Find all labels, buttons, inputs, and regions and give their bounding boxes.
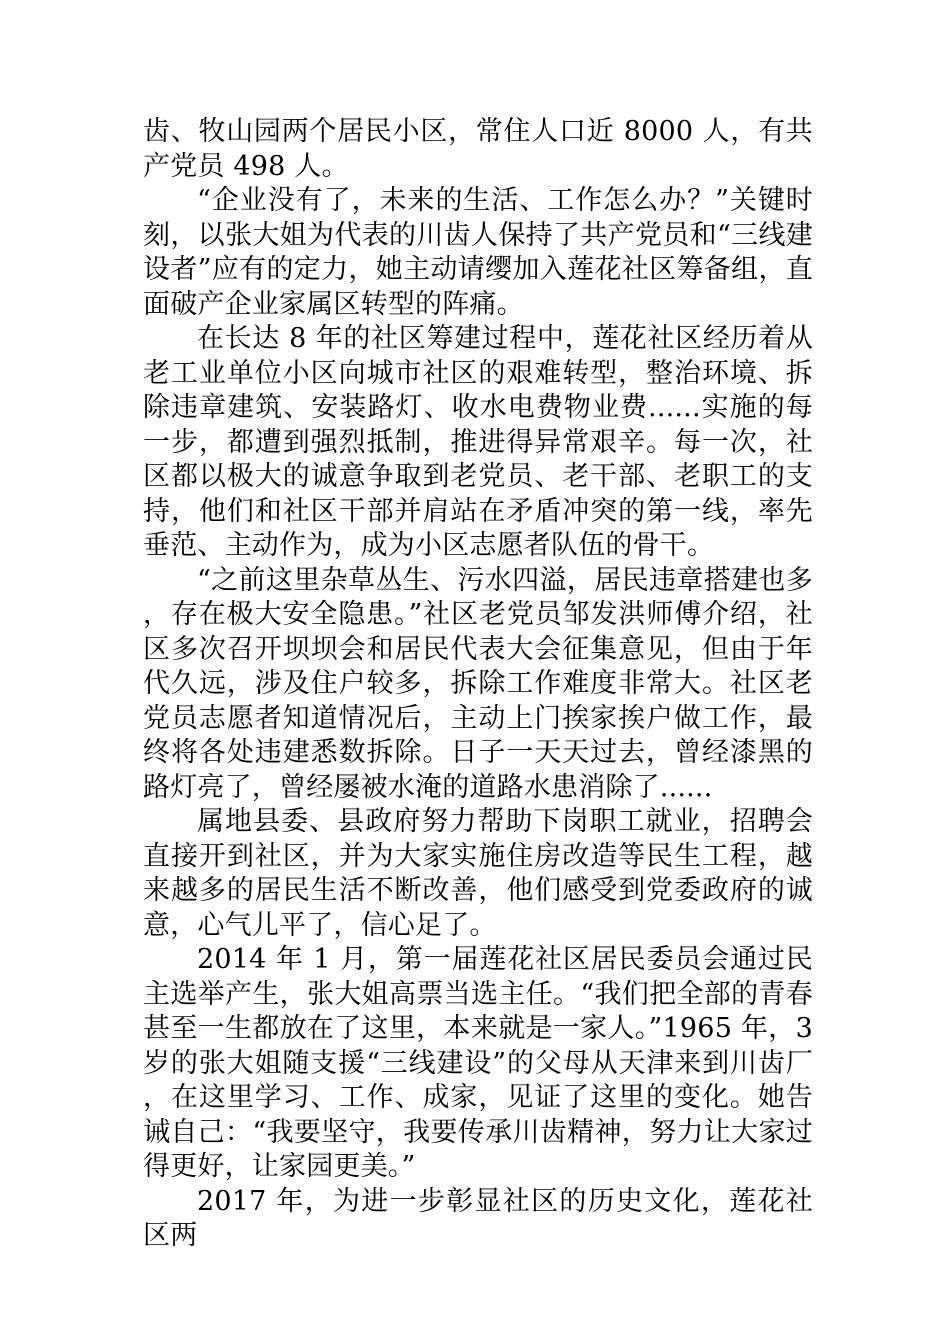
- paragraph-6: 2014 年 1 月，第一届莲花社区居民委员会通过民主选举产生，张大姐高票当选主任。“我们把全部的青春甚至一生都放在了这里，本来就是一家人。”1965 年，3 岁的张大姐随支援“三线建设”的父母从天津来到川齿厂，在这里学习、工作、成家，见证了这里的变化。她告诫自己：“我要坚守，我要传承川齿精神，努力让大家过得更好，让家园更美。”: [143, 944, 813, 1182]
- article-body: [143, 115, 813, 1254]
- paragraph-5: 属地县委、县政府努力帮助下岗职工就业，招聘会直接开到社区，并为大家实施住房改造等民生工程，越来越多的居民生活不断改善，他们感受到党委政府的诚意，心气儿平了，信心足了。: [143, 806, 813, 941]
- paragraph-7: 2017 年，为进一步彰显社区的历史文化，莲花社区两: [143, 1185, 813, 1251]
- paragraph-3: 在长达 8 年的社区筹建过程中，莲花社区经历着从老工业单位小区向城市社区的艰难转型，整治环境、拆除违章建筑、安装路灯、收水电费物业费......实施的每一步，都遭到强烈抵制，推进得异常艰辛。每一次，社区都以极大的诚意争取到老党员、老干部、老职工的支持，他们和社区干部并肩站在矛盾冲突的第一线，率先垂范、主动作为，成为小区志愿者队伍的骨干。: [143, 323, 813, 561]
- paragraph-2: “企业没有了，未来的生活、工作怎么办？”关键时刻，以张大姐为代表的川齿人保持了共产党员和“三线建设者”应有的定力，她主动请缨加入莲花社区筹备组，直面破产企业家属区转型的阵痛。: [143, 185, 813, 320]
- paragraph-1: 齿、牧山园两个居民小区，常住人口近 8000 人，有共产党员 498 人。: [143, 116, 813, 182]
- paragraph-4: “之前这里杂草丛生、污水四溢，居民违章搭建也多，存在极大安全隐患。”社区老党员邹发洪师傅介绍，社区多次召开坝坝会和居民代表大会征集意见，但由于年代久远，涉及住户较多，拆除工作难度非常大。社区老党员志愿者知道情况后，主动上门挨家挨户做工作，最终将各处违建悉数拆除。日子一天天过去，曾经漆黑的路灯亮了，曾经屡被水淹的道路水患消除了......: [143, 564, 813, 803]
